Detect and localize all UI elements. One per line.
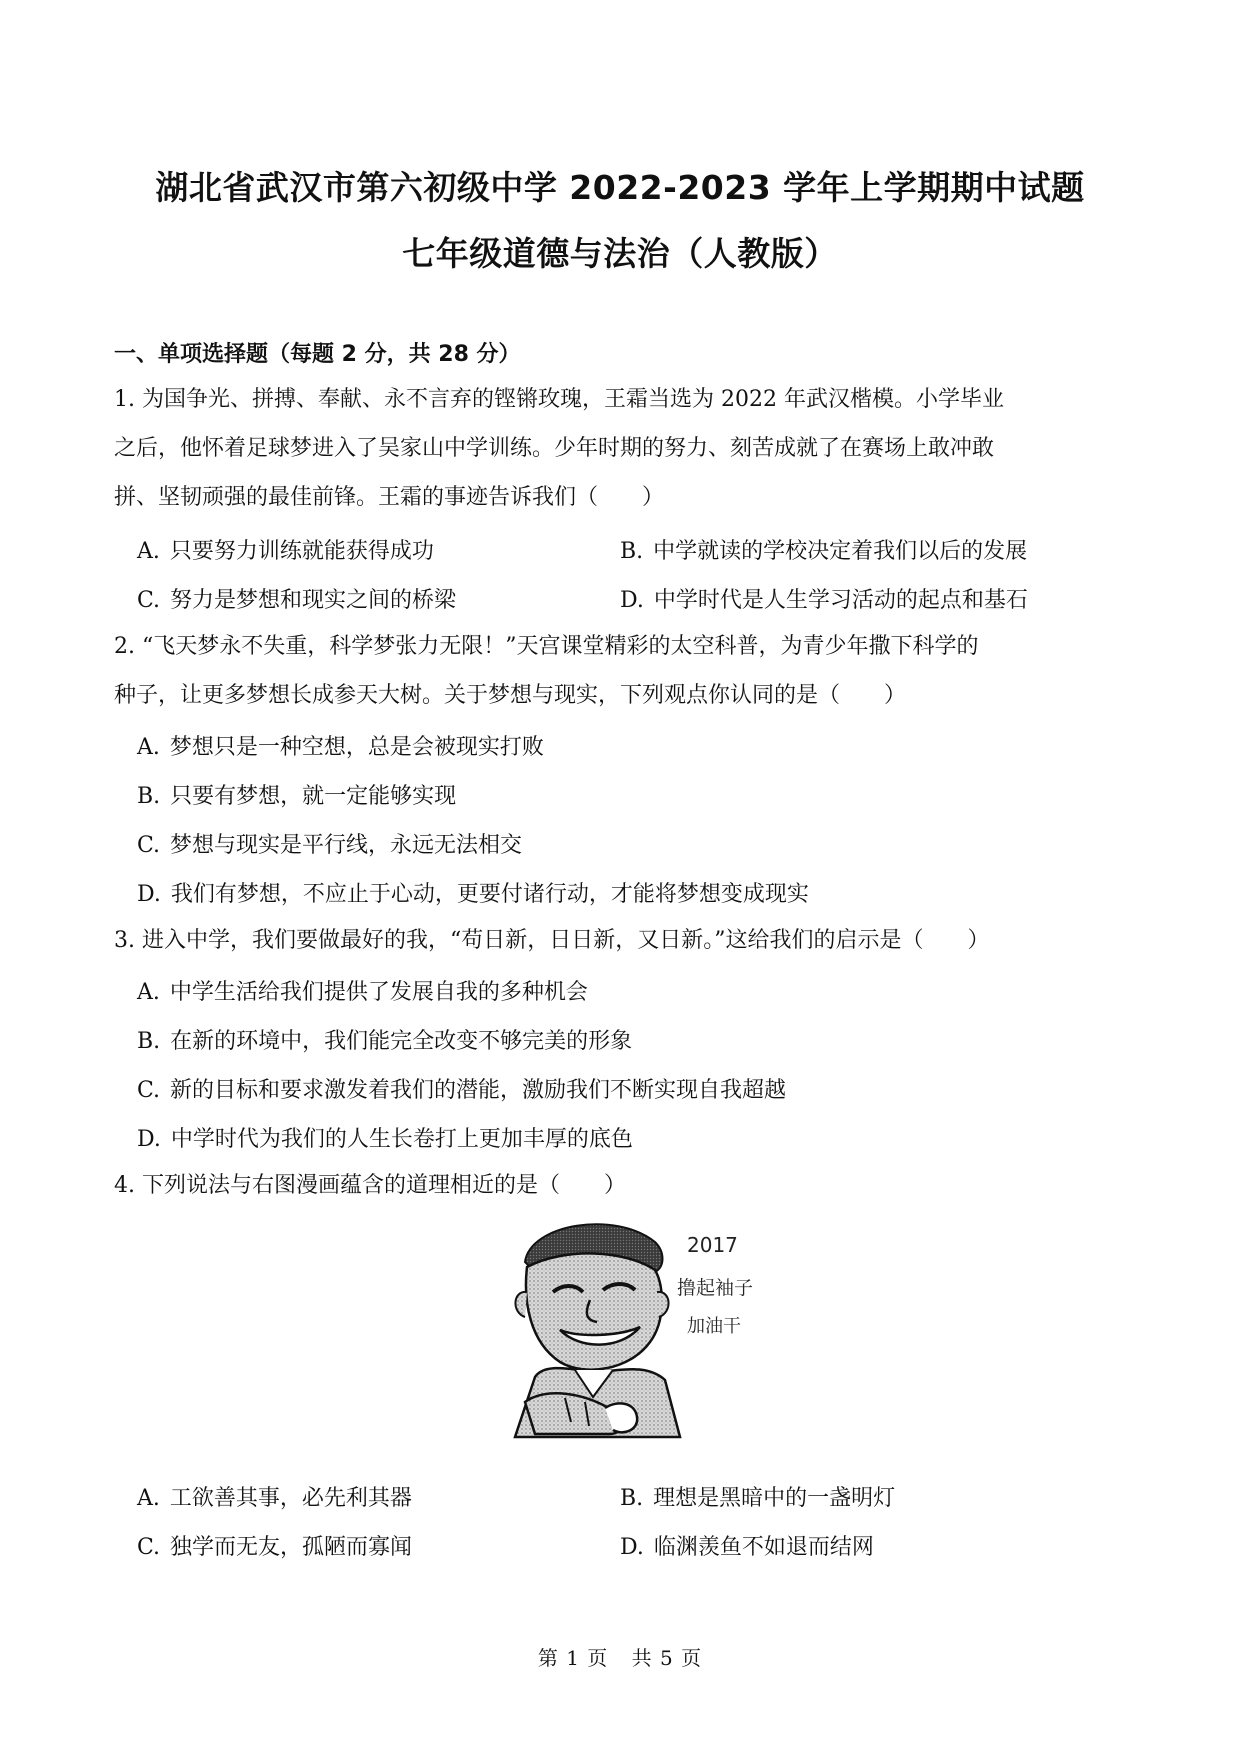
cartoon-caption-1: 撸起袖子: [677, 1277, 754, 1299]
stem-line: 拼、坚韧顽强的最佳前锋。王霜的事迹告诉我们（ ）: [114, 485, 665, 510]
option-letter: A.: [137, 1486, 160, 1511]
option-letter: C.: [137, 588, 161, 613]
stem-line: 之后，他怀着足球梦进入了吴家山中学训练。少年时期的努力、刻苦成就了在赛场上敢冲敢: [114, 436, 995, 461]
option-text: 我们有梦想，不应止于心动，更要付诸行动，才能将梦想变成现实: [170, 882, 809, 907]
option-text: 新的目标和要求激发着我们的潜能，激励我们不断实现自我超越: [170, 1078, 787, 1103]
stem-line: 3. 进入中学，我们要做最好的我，“苟日新，日日新，又日新。”这给我们的启示是（ ）: [114, 928, 990, 953]
section-heading: 一、单项选择题（每题 2 分，共 28 分）: [114, 342, 521, 367]
option-text: 独学而无友，孤陋而寡闻: [170, 1535, 413, 1560]
option-text: 梦想只是一种空想，总是会被现实打败: [169, 735, 544, 760]
question-1-option-c: [137, 586, 456, 616]
option-letter: C.: [137, 1535, 161, 1560]
page-total: 共 5 页: [631, 1646, 703, 1670]
page-title: 湖北省武汉市第六初级中学 2022-2023 学年上学期期中试题: [155, 168, 1085, 207]
option-text: 工欲善其事，必先利其器: [169, 1486, 412, 1511]
page-number: 第 1 页: [537, 1646, 609, 1670]
cartoon-year: 2017: [687, 1233, 738, 1257]
question-4-option-a: [137, 1484, 412, 1514]
option-text: 梦想与现实是平行线，永远无法相交: [170, 833, 523, 858]
question-3-stem: [114, 916, 1124, 965]
option-letter: C.: [137, 833, 161, 858]
question-3-option-b: [137, 1027, 632, 1057]
option-letter: D.: [137, 1127, 161, 1152]
stem-line: 2. “飞天梦永不失重，科学梦张力无限！”天宫课堂精彩的太空科普，为青少年撒下科学的: [114, 634, 979, 659]
page-subtitle: 七年级道德与法治（人教版）: [402, 234, 838, 273]
question-1-option-d: [620, 586, 1028, 616]
option-letter: A.: [137, 735, 160, 760]
option-letter: B.: [137, 1029, 161, 1054]
option-letter: D.: [620, 1535, 644, 1560]
option-letter: B.: [620, 539, 644, 564]
question-2-option-d: [137, 880, 809, 910]
option-text: 理想是黑暗中的一盏明灯: [653, 1486, 896, 1511]
question-1-option-a: [137, 537, 434, 567]
cartoon-figure-icon: [505, 1212, 767, 1452]
question-2-option-a: [137, 733, 544, 763]
question-4-option-d: [620, 1533, 874, 1563]
option-text: 在新的环境中，我们能完全改变不够完美的形象: [170, 1029, 633, 1054]
option-letter: B.: [620, 1486, 644, 1511]
question-1-stem: [114, 375, 1124, 522]
question-4-option-c: [137, 1533, 412, 1563]
cartoon-caption-2: 加油干: [687, 1316, 741, 1337]
option-letter: A.: [137, 980, 160, 1005]
page-footer: [0, 1642, 1240, 1671]
stem-line: 4. 下列说法与右图漫画蕴含的道理相近的是（ ）: [114, 1173, 626, 1198]
option-text: 中学时代为我们的人生长卷打上更加丰厚的底色: [170, 1127, 633, 1152]
question-4-stem: [114, 1161, 1124, 1210]
option-letter: D.: [137, 882, 161, 907]
option-letter: B.: [137, 784, 161, 809]
cartoon-illustration: [505, 1212, 767, 1452]
option-text: 临渊羡鱼不如退而结网: [653, 1535, 874, 1560]
option-text: 中学就读的学校决定着我们以后的发展: [653, 539, 1028, 564]
question-2-option-b: [137, 782, 456, 812]
option-letter: D.: [620, 588, 644, 613]
question-3-option-c: [137, 1076, 786, 1106]
option-letter: C.: [137, 1078, 161, 1103]
question-3-option-a: [137, 978, 588, 1008]
question-2-option-c: [137, 831, 522, 861]
question-4-option-b: [620, 1484, 895, 1514]
option-text: 只要努力训练就能获得成功: [169, 539, 434, 564]
option-letter: A.: [137, 539, 160, 564]
stem-line: 种子，让更多梦想长成参天大树。关于梦想与现实，下列观点你认同的是（ ）: [114, 683, 907, 708]
question-3-option-d: [137, 1125, 633, 1155]
option-text: 只要有梦想，就一定能够实现: [170, 784, 457, 809]
question-1-option-b: [620, 537, 1027, 567]
stem-line: 1. 为国争光、拼搏、奉献、永不言弃的铿锵玫瑰，王霜当选为 2022 年武汉楷模。小学毕业: [114, 387, 1004, 412]
question-2-stem: [114, 622, 1124, 720]
option-text: 努力是梦想和现实之间的桥梁: [170, 588, 457, 613]
option-text: 中学时代是人生学习活动的起点和基石: [653, 588, 1028, 613]
option-text: 中学生活给我们提供了发展自我的多种机会: [169, 980, 588, 1005]
